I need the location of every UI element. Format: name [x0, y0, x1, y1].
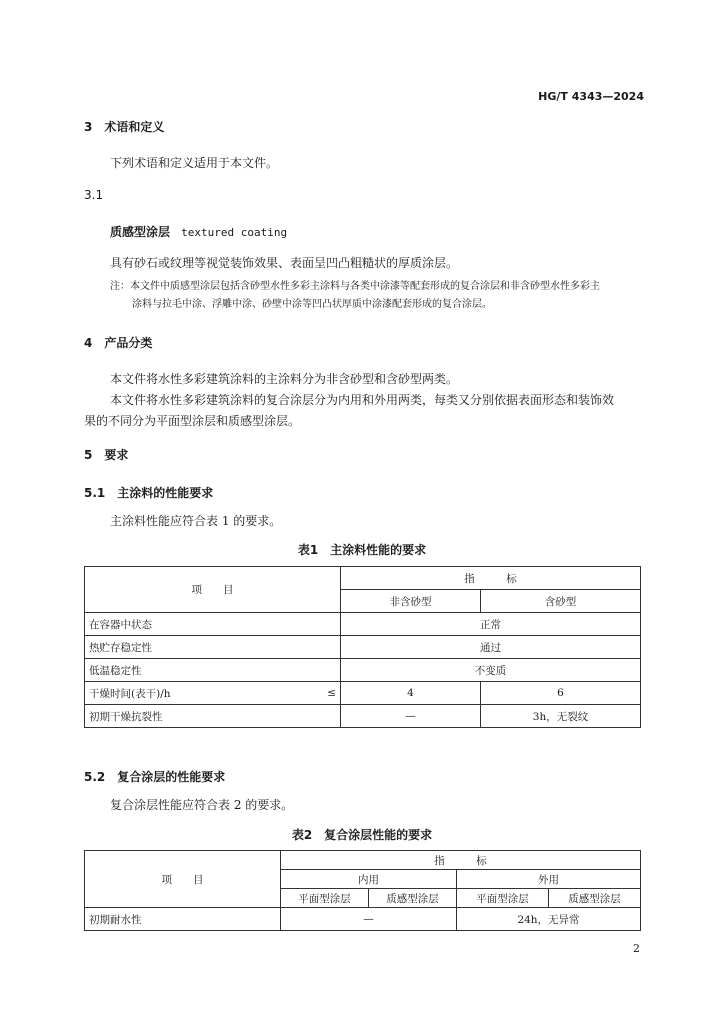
section-5-heading: 5 要求 — [84, 448, 129, 462]
table-1-header-non-sand: 非含砂型 — [341, 590, 481, 613]
term-chinese: 质感型涂层 — [110, 225, 171, 239]
table-2-header-interior-textured: 质感型涂层 — [369, 889, 457, 908]
note-line-1: 注：本文件中质感型涂层包括含砂型水性多彩主涂料与各类中涂漆等配套形成的复合涂层和非含砂型水性多彩主 — [110, 281, 600, 292]
clause-5-2-heading: 5.2 复合涂层的性能要求 — [84, 770, 226, 784]
table-row — [85, 705, 641, 728]
table-2-header-exterior-textured: 质感型涂层 — [549, 889, 641, 908]
table-1-row-value: 正常 — [341, 613, 641, 636]
table-1-row-item: 热贮存稳定性 — [85, 636, 341, 659]
section-3-heading: 3 术语和定义 — [84, 120, 165, 134]
table-1-row-operator: ≤ — [281, 682, 341, 705]
section-4-paragraph-2-line-2: 果的不同分为平面型涂层和质感型涂层。 — [84, 414, 301, 428]
table-2-caption: 表2 复合涂层性能的要求 — [291, 828, 433, 842]
table-1-row-item: 在容器中状态 — [85, 613, 341, 636]
table-2-row-exterior-value: 24h，无异常 — [457, 908, 641, 931]
table-row — [85, 659, 641, 682]
clause-5-2-text: 复合涂层性能应符合表 2 的要求。 — [110, 798, 294, 812]
table-2-header-exterior-flat: 平面型涂层 — [457, 889, 549, 908]
table-2-header-interior-flat: 平面型涂层 — [281, 889, 369, 908]
table-1-row-item: 初期干燥抗裂性 — [85, 705, 341, 728]
table-1-row-item: 低温稳定性 — [85, 659, 341, 682]
table-2-header-interior: 内用 — [281, 870, 457, 889]
term-entry — [110, 221, 287, 240]
section-4-paragraph-2-line-1: 本文件将水性多彩建筑涂料的复合涂层分为内用和外用两类，每类又分别依据表面形态和装饰效 — [110, 393, 615, 407]
clause-5-1-text: 主涂料性能应符合表 1 的要求。 — [110, 514, 282, 528]
table-1-row-non-sand-value: 4 — [341, 682, 481, 705]
table-1-row-item: 干燥时间(表干)/h — [85, 682, 281, 705]
table-2 — [84, 850, 641, 931]
table-1-header-index: 指 标 — [341, 567, 641, 590]
table-1-row-non-sand-value: — — [341, 705, 481, 728]
table-row — [85, 908, 641, 931]
clause-5-1-heading: 5.1 主涂料的性能要求 — [84, 486, 214, 500]
document-code: HG/T 4343—2024 — [538, 90, 644, 103]
table-1-caption: 表1 主涂料性能的要求 — [297, 543, 427, 557]
table-1-header-item: 项 目 — [85, 567, 341, 613]
note-line-2: 涂料与拉毛中涂、浮雕中涂、砂壁中涂等凹凸状厚质中涂漆配套形成的复合涂层。 — [132, 299, 492, 310]
table-row — [85, 636, 641, 659]
table-row — [85, 682, 641, 705]
table-row — [85, 613, 641, 636]
table-1 — [84, 566, 641, 728]
clause-3-1-number: 3.1 — [84, 188, 104, 202]
table-1-row-sand-value: 6 — [481, 682, 641, 705]
section-4-heading: 4 产品分类 — [84, 336, 153, 350]
table-2-row-item: 初期耐水性 — [85, 908, 281, 931]
table-1-row-value: 通过 — [341, 636, 641, 659]
table-2-header-index: 指 标 — [281, 851, 641, 870]
section-4-paragraph-1: 本文件将水性多彩建筑涂料的主涂料分为非含砂型和含砂型两类。 — [110, 372, 459, 386]
table-1-row-value: 不变质 — [341, 659, 641, 682]
table-1-row-sand-value: 3h，无裂纹 — [481, 705, 641, 728]
table-2-header-item: 项 目 — [85, 851, 281, 908]
page-number: 2 — [633, 942, 640, 955]
term-english: textured coating — [181, 226, 288, 239]
table-2-header-exterior: 外用 — [457, 870, 641, 889]
table-2-row-interior-value: — — [281, 908, 457, 931]
table-1-header-sand: 含砂型 — [481, 590, 641, 613]
term-definition: 具有砂石或纹理等视觉装饰效果、表面呈凹凸粗糙状的厚质涂层。 — [110, 256, 459, 270]
section-3-intro: 下列术语和定义适用于本文件。 — [110, 156, 279, 170]
